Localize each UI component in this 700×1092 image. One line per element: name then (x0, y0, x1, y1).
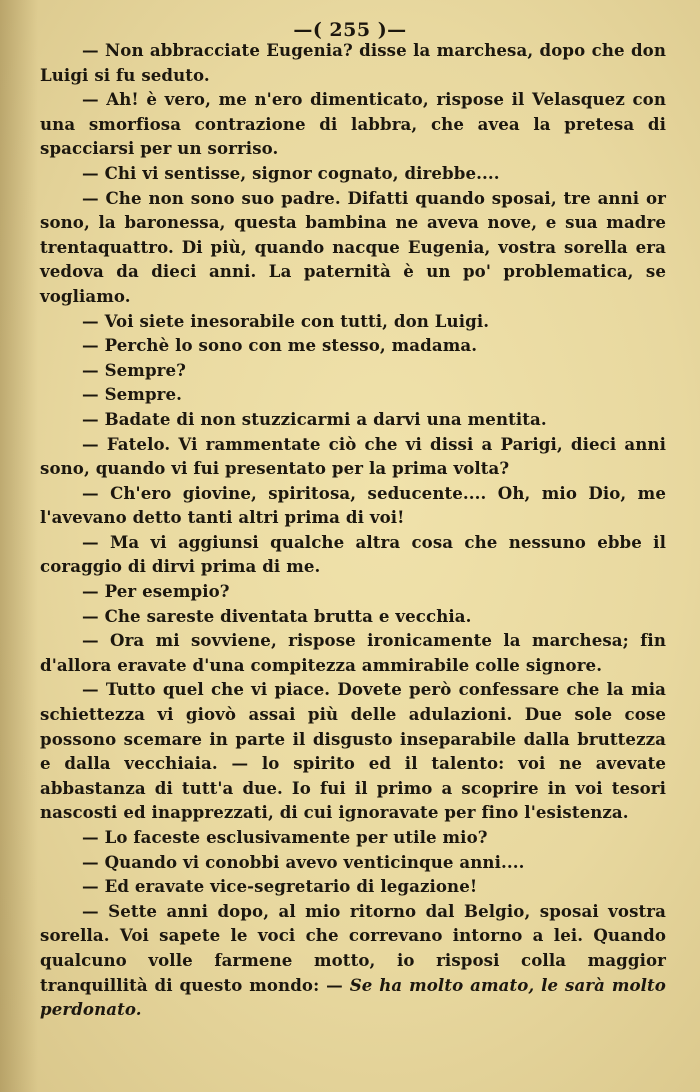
paragraph: — Chi vi sentisse, signor cognato, direbbe.... (82, 162, 500, 183)
paragraph: — Lo faceste esclusivamente per utile mio? (82, 827, 488, 847)
binding-shadow (0, 0, 38, 1092)
paragraph: — Ah! è vero, me n'ero dimenticato, rispose il Velasquez con una smorfiosa contrazione di labbra, che avea la pretesa di spacciarsi per un sorriso. (40, 89, 666, 159)
paragraph: — Ma vi aggiunsi qualche altra cosa che nessuno ebbe il coraggio di dirvi prima di me. (40, 531, 666, 577)
paragraph: — Ch'ero giovine, spiritosa, seducente.... Oh, mio Dio, me l'avevano detto tanti altri prima di voi! (40, 482, 666, 528)
paragraph: — Perchè lo sono con me stesso, madama. (82, 335, 478, 356)
paragraph: — Badate di non stuzzicarmi a darvi una mentita. (82, 408, 547, 429)
closing-quote: Se ha molto amato, le sarà molto perdonato. (40, 974, 666, 1020)
paragraph: — Che non sono suo padre. Difatti quando sposai, tre anni or sono, la baronessa, questa bambina ne aveva nove, e sua madre trentaquattro. Di più, quando nacque Eugenia, vostra sorella era vedova da dieci anni. La paternità è un po' problematica, se vogliamo. (40, 187, 666, 306)
paragraph: — Sempre? (82, 359, 186, 380)
page-number: —( 255 )— (293, 19, 407, 41)
paragraph: — Non abbracciate Eugenia? disse la marchesa, dopo che don Luigi si fu seduto. (40, 40, 666, 85)
paragraph: — Sempre. (82, 384, 183, 405)
paragraph: — Per esempio? (82, 581, 230, 602)
paragraph-text: — Sette anni dopo, al mio ritorno dal Belgio, sposai vostra sorella. Voi sapete le voci che correvano intorno a lei. Quando qualcuno volle farmene motto, io risposi colla maggior tranquillità di questo mondo: — (40, 900, 666, 995)
paragraph: — Voi siete inesorabile con tutti, don Luigi. (82, 310, 490, 331)
paragraph-final (40, 899, 666, 1022)
paragraph: — Fatelo. Vi rammentate ciò che vi dissi a Parigi, dieci anni sono, quando vi fui presentato per la prima volta? (40, 433, 666, 479)
paragraph: — Ed eravate vice-segretario di legazione! (82, 876, 478, 897)
paragraph: — Ora mi sovviene, rispose ironicamente la marchesa; fin d'allora eravate d'una compitezza ammirabile colle signore. (40, 630, 666, 675)
paragraph: — Che sareste diventata brutta e vecchia. (82, 605, 472, 626)
page-text (40, 38, 666, 1022)
paragraph: — Tutto quel che vi piace. Dovete però confessare che la mia schiettezza vi giovò assai più delle adulazioni. Due sole cose possono scemare in parte il disgusto inseparabile dalla bruttezza e dalla vecchiaia. — lo spirito ed il talento: voi ne avevate abbastanza di tutt'a due. Io fui il primo a scoprire in voi tesori nascosti ed inapprezzati, di cui ignoravate per fino l'esistenza. (40, 679, 666, 823)
paragraph: — Quando vi conobbi avevo venticinque anni.... (82, 851, 525, 872)
